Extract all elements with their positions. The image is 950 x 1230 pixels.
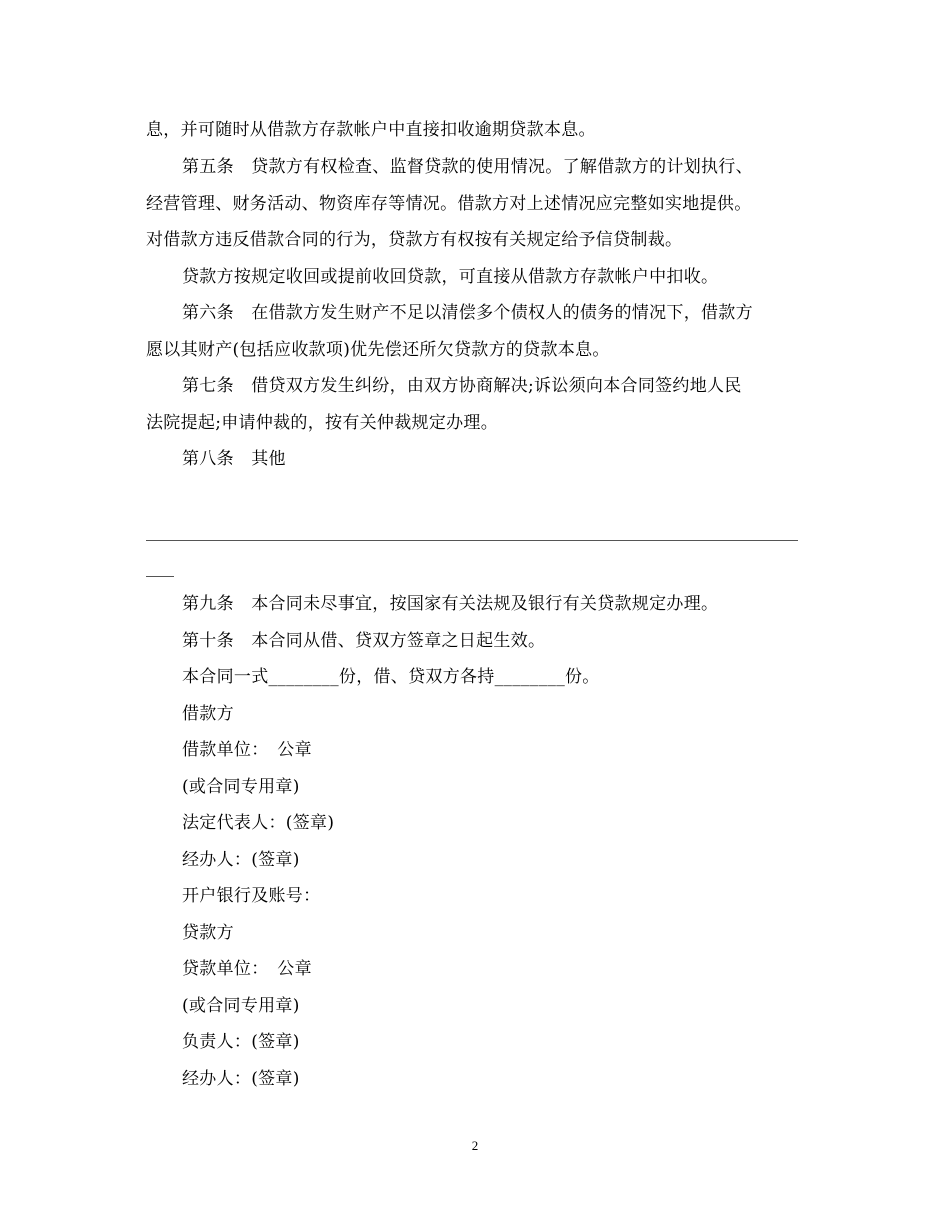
article-8-line: 第八条 其他 [182, 449, 286, 469]
lender-handler-line: 经办人：(签章) [182, 1069, 300, 1089]
copies-line: 本合同一式________份，借、贷双方各持________份。 [182, 667, 600, 687]
lender-unit-line: 贷款单位： 公章 [182, 959, 312, 979]
blank-fill-line [146, 540, 798, 541]
article-5-line-3: 对借款方违反借款合同的行为，贷款方有权按有关规定给予信贷制裁。 [146, 230, 683, 250]
legal-representative-line: 法定代表人：(签章) [182, 813, 335, 833]
article-10-line: 第十条 本合同从借、贷双方签章之日起生效。 [182, 631, 546, 651]
article-5-line-1: 第五条 贷款方有权检查、监督贷款的使用情况。了解借款方的计划执行、 [182, 157, 753, 177]
article-6-line-2: 愿以其财产(包括应收款项)优先偿还所欠贷款方的贷款本息。 [146, 340, 610, 360]
article-9-line: 第九条 本合同未尽事宜，按国家有关法规及银行有关贷款规定办理。 [182, 594, 719, 614]
article-5-line-4: 贷款方按规定收回或提前收回贷款，可直接从借款方存款帐户中扣收。 [182, 267, 719, 287]
article-7-line-1: 第七条 借贷双方发生纠纷，由双方协商解决;诉讼须向本合同签约地人民 [182, 376, 742, 396]
borrower-seal-note: (或合同专用章) [182, 777, 300, 797]
lender-heading: 贷款方 [182, 923, 234, 943]
lender-responsible-line: 负责人：(签章) [182, 1032, 300, 1052]
page-number: 2 [471, 1138, 479, 1153]
text-line-1: 息，并可随时从借款方存款帐户中直接扣收逾期贷款本息。 [146, 120, 596, 140]
borrower-handler-line: 经办人：(签章) [182, 850, 300, 870]
blank-fill-line-continuation [146, 576, 174, 577]
article-6-line-1: 第六条 在借款方发生财产不足以清偿多个债权人的债务的情况下，借款方 [182, 303, 753, 323]
borrower-heading: 借款方 [182, 704, 234, 724]
article-7-line-2: 法院提起;申请仲裁的，按有关仲裁规定办理。 [146, 413, 499, 433]
article-5-line-2: 经营管理、财务活动、物资库存等情况。借款方对上述情况应完整如实地提供。 [146, 194, 752, 214]
borrower-unit-line: 借款单位： 公章 [182, 740, 312, 760]
lender-seal-note: (或合同专用章) [182, 996, 300, 1016]
bank-account-line: 开户银行及账号： [182, 886, 321, 906]
